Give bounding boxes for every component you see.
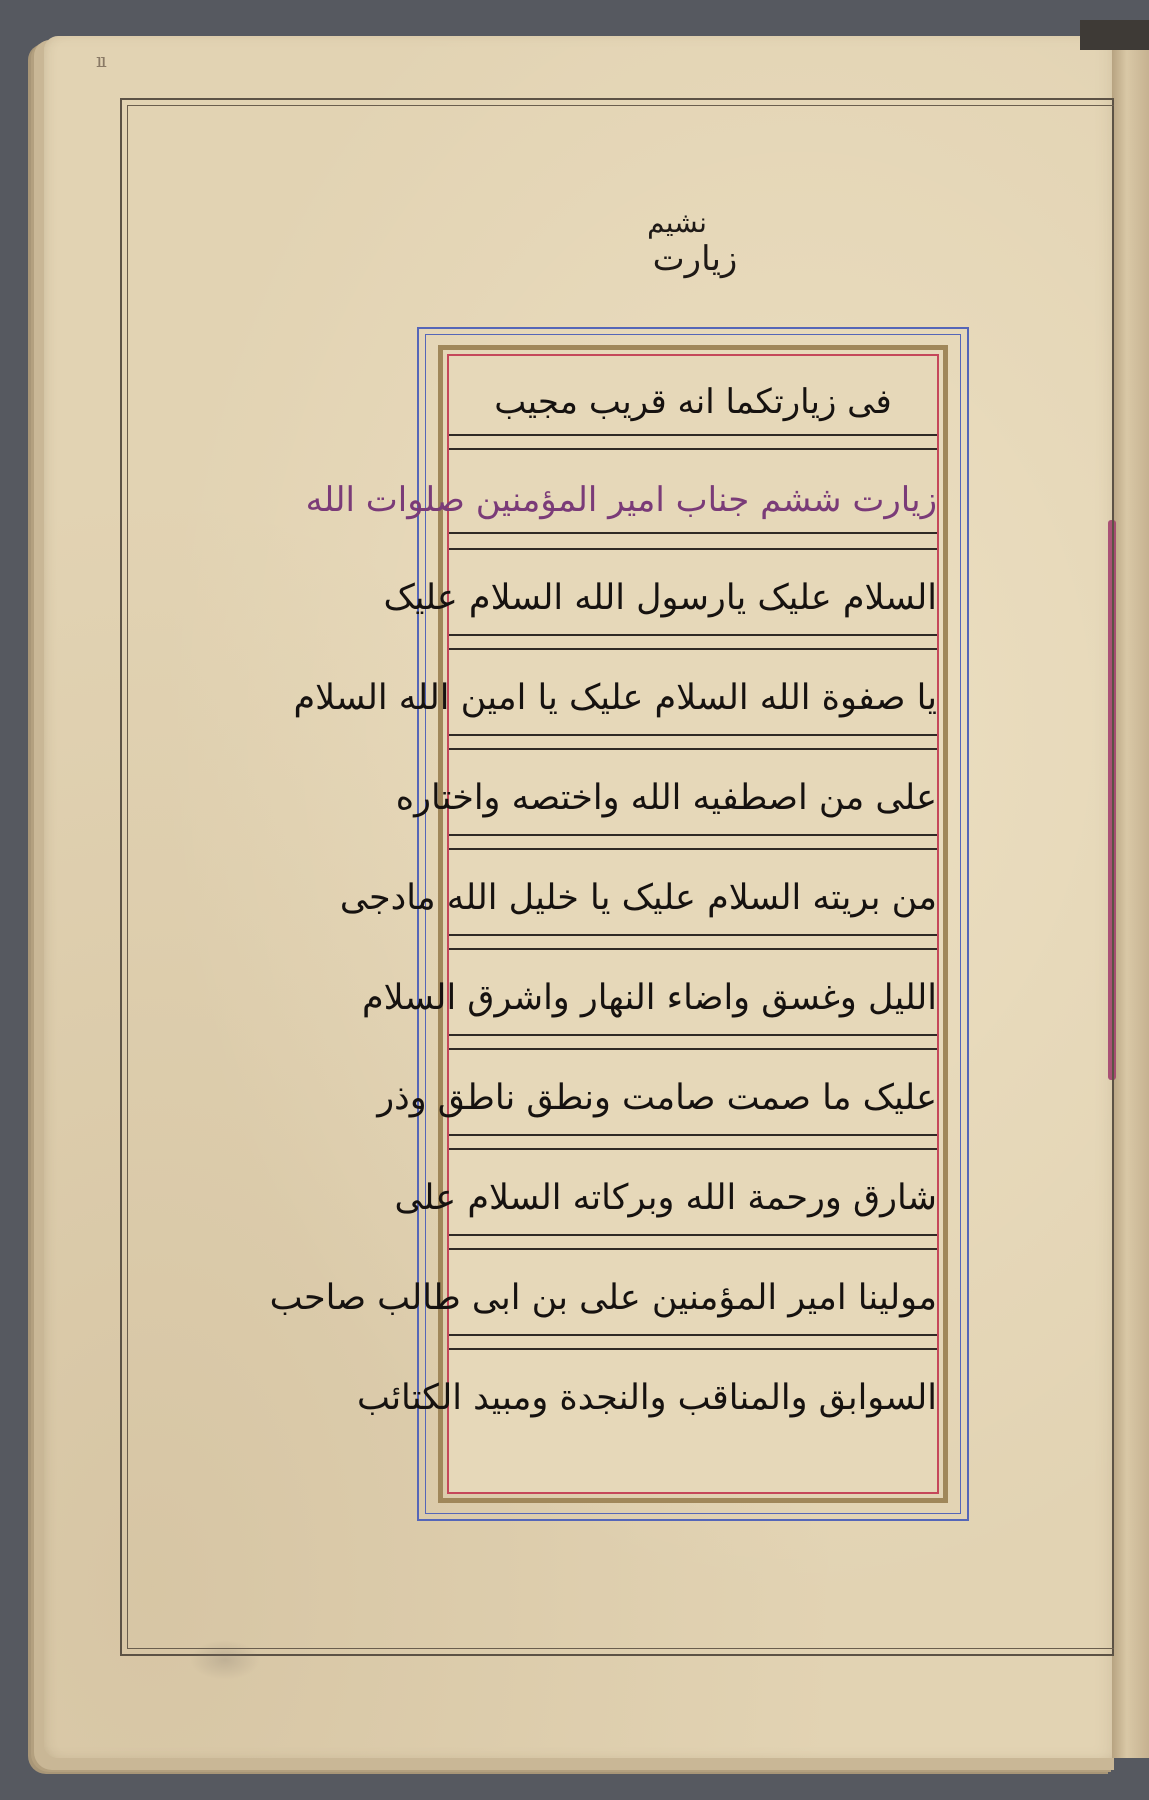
text-frame-inner-blue [269, 334, 961, 1514]
ruled-line [449, 734, 937, 736]
text-line-8: علیک ما صمت صامت ونطق ناطق وذر [377, 1078, 937, 1118]
ruled-line [449, 748, 937, 750]
ruled-line [449, 948, 937, 950]
ruled-line [449, 434, 937, 436]
text-line-1: فی زیارتکما انه قریب مجیب [494, 382, 892, 422]
ruled-line [449, 1334, 937, 1336]
text-line-9: شارق ورحمة الله وبرکاته السلام علی [394, 1178, 937, 1218]
section-title: زیارت ششم جناب امیر المؤمنین صلوات الله [305, 480, 937, 520]
ruled-line [449, 1348, 937, 1350]
book-gutter [1112, 36, 1149, 1758]
ruled-line [449, 1248, 937, 1250]
heading-line-1: نشیم [647, 206, 707, 239]
spine-edge [1080, 20, 1149, 50]
text-line-11: السوابق والمناقب والنجدة ومبید الکتائب [356, 1378, 937, 1418]
ruled-line [449, 934, 937, 936]
ruled-line [449, 548, 937, 550]
text-frame [269, 327, 969, 1521]
text-line-10: مولینا امیر المؤمنین علی بن ابی طالب صاحب [269, 1278, 937, 1318]
text-line-6: من بریته السلام علیک یا خلیل الله مادجی [339, 878, 937, 918]
folio-number: ıı [96, 48, 105, 72]
text-line-4: یا صفوة الله السلام علیک یا امین الله السلام [293, 678, 937, 718]
ruled-line [449, 448, 937, 450]
ruled-line [449, 1134, 937, 1136]
ruled-line [449, 1034, 937, 1036]
text-line-7: اللیل وغسق واضاء النهار واشرق السلام [362, 978, 937, 1018]
ruled-line [449, 1148, 937, 1150]
ruled-line [449, 648, 937, 650]
text-line-5: علی من اصطفیه الله واختصه واختاره [395, 778, 937, 818]
ruled-line [449, 532, 937, 534]
ruled-line [449, 634, 937, 636]
ruled-line [449, 834, 937, 836]
ruled-line [449, 1048, 937, 1050]
text-frame-gold [269, 345, 948, 1503]
ruled-line [449, 848, 937, 850]
page-heading [580, 205, 810, 295]
text-line-3: السلام علیک یارسول الله السلام علیک [383, 578, 937, 618]
text-block [269, 354, 939, 1494]
paper-smudge [190, 1640, 260, 1680]
ruled-line [449, 1234, 937, 1236]
heading-line-2: زیارت [652, 239, 738, 279]
